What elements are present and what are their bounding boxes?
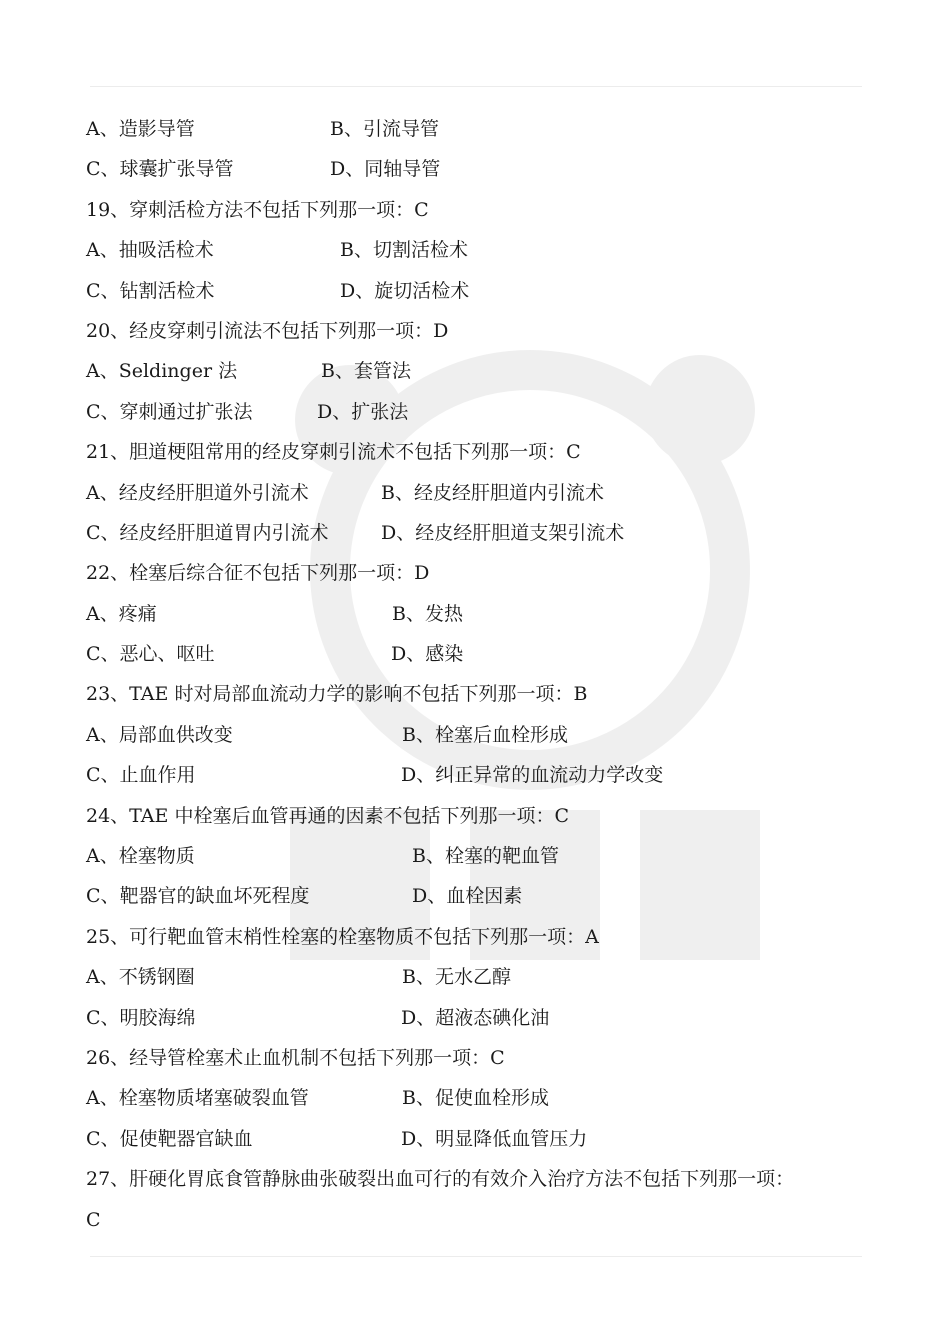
option-d: D、同轴导管 (330, 158, 441, 181)
option-a: A、抽吸活检术 (86, 239, 214, 262)
option-b: B、经皮经肝胆道内引流术 (381, 481, 604, 504)
option-row (86, 477, 866, 517)
option-c: C、促使靶器官缺血 (86, 1127, 253, 1150)
option-b: B、无水乙醇 (402, 966, 511, 989)
option-d: D、血栓因素 (412, 885, 523, 908)
option-a: A、造影导管 (86, 118, 195, 140)
option-row (86, 275, 866, 315)
option-b: B、套管法 (321, 360, 411, 383)
option-row (86, 638, 866, 678)
option-row (86, 234, 866, 274)
option-row (86, 719, 866, 759)
option-c: C、穿刺通过扩张法 (86, 400, 253, 423)
option-a: A、局部血供改变 (86, 723, 233, 746)
option-c: C、止血作用 (86, 764, 196, 787)
option-row (86, 113, 866, 153)
option-c: C、明胶海绵 (86, 1006, 196, 1029)
option-b: B、切割活检术 (340, 239, 468, 262)
option-c: C、经皮经肝胆道胃内引流术 (86, 521, 329, 544)
option-b: B、栓塞后血栓形成 (402, 723, 568, 746)
option-b: B、发热 (392, 602, 463, 625)
question-21: 21、胆道梗阻常用的经皮穿刺引流术不包括下列那一项：C (86, 441, 581, 464)
question-list (86, 113, 866, 1244)
option-row (86, 1002, 866, 1042)
option-row (86, 1123, 866, 1163)
question-20: 20、经皮穿刺引流法不包括下列那一项：D (86, 319, 449, 342)
option-d: D、经皮经肝胆道支架引流术 (381, 521, 625, 544)
option-a: A、栓塞物质堵塞破裂血管 (86, 1087, 309, 1110)
option-d: D、感染 (391, 643, 464, 666)
option-d: D、超液态碘化油 (401, 1006, 550, 1029)
question-27: 27、肝硬化胃底食管静脉曲张破裂出血可行的有效介入治疗方法不包括下列那一项： (86, 1168, 795, 1191)
question-25: 25、可行靶血管末梢性栓塞的栓塞物质不包括下列那一项：A (86, 925, 599, 948)
question-19: 19、穿刺活检方法不包括下列那一项：C (86, 198, 429, 221)
footer-rule (90, 1256, 862, 1257)
option-row (86, 598, 866, 638)
option-a: A、栓塞物质 (86, 845, 195, 868)
option-b: B、栓塞的靶血管 (412, 845, 559, 868)
option-row (86, 153, 866, 193)
option-row (86, 840, 866, 880)
header-rule (90, 86, 862, 87)
option-c: C、钻割活检术 (86, 279, 215, 302)
option-d: D、扩张法 (317, 400, 409, 423)
question-22: 22、栓塞后综合征不包括下列那一项：D (86, 562, 430, 585)
option-row (86, 880, 866, 920)
option-a: A、经皮经肝胆道外引流术 (86, 481, 309, 504)
option-row (86, 355, 866, 395)
option-a: A、疼痛 (86, 602, 157, 625)
option-a: A、不锈钢圈 (86, 966, 195, 989)
question-23: 23、TAE 时对局部血流动力学的影响不包括下列那一项：B (86, 683, 588, 706)
option-row (86, 1082, 866, 1122)
option-row (86, 759, 866, 799)
option-d: D、旋切活检术 (340, 279, 470, 302)
option-row (86, 517, 866, 557)
option-b: B、引流导管 (330, 118, 439, 140)
option-c: C、恶心、呕吐 (86, 643, 215, 666)
option-d: D、明显降低血管压力 (401, 1127, 588, 1150)
question-24: 24、TAE 中栓塞后血管再通的因素不包括下列那一项：C (86, 804, 569, 827)
option-d: D、纠正异常的血流动力学改变 (401, 764, 664, 787)
question-26: 26、经导管栓塞术止血机制不包括下列那一项：C (86, 1046, 505, 1069)
option-c: C、靶器官的缺血坏死程度 (86, 885, 310, 908)
option-row (86, 396, 866, 436)
option-b: B、促使血栓形成 (402, 1087, 549, 1110)
option-row (86, 961, 866, 1001)
option-c: C、球囊扩张导管 (86, 158, 234, 181)
option-a: A、Seldinger 法 (86, 360, 238, 383)
question-27-answer: C (86, 1208, 101, 1231)
